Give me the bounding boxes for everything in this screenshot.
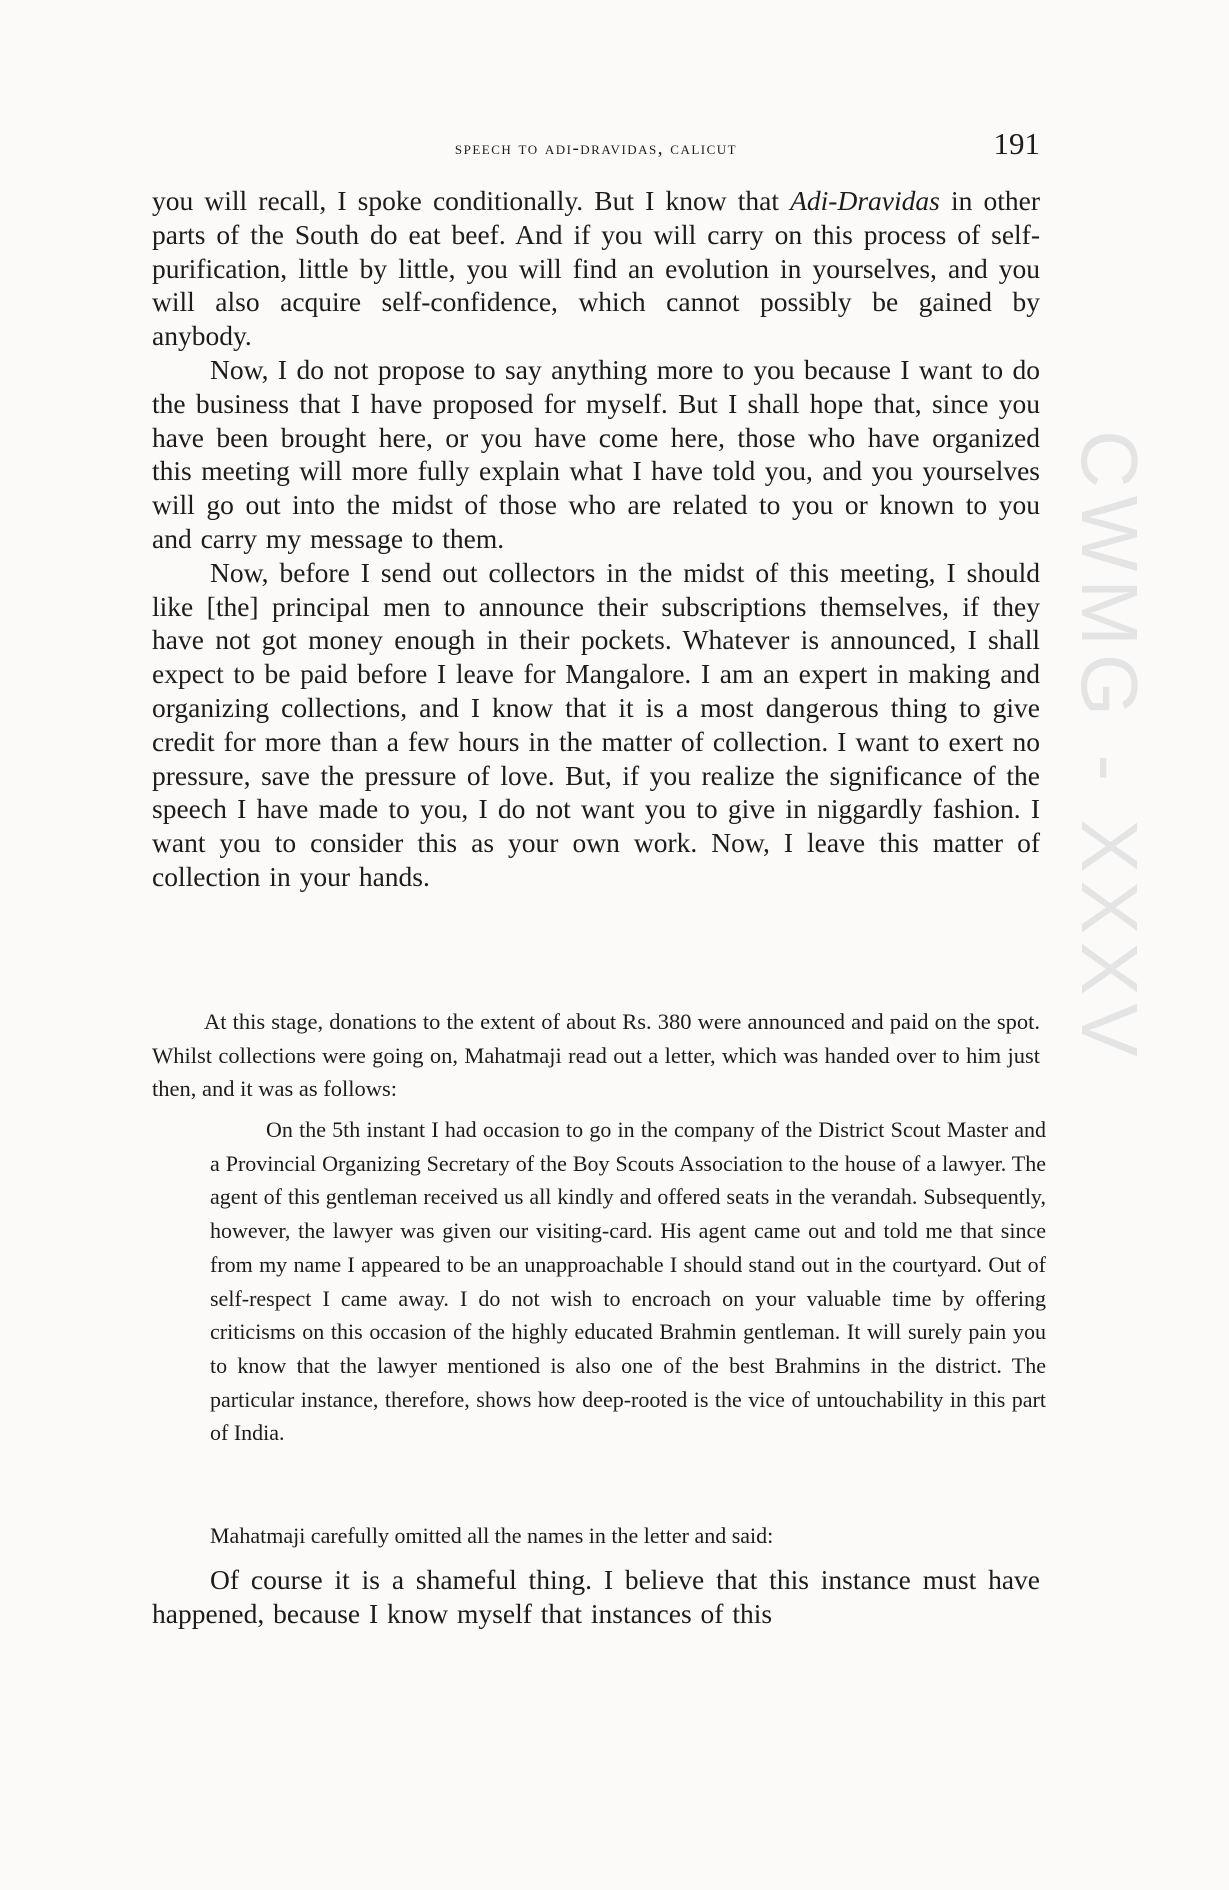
narration-1-block <box>152 1005 1040 1106</box>
running-head <box>152 126 1040 166</box>
narration-2-block <box>210 1519 1046 1553</box>
paragraph-1-end: in other parts of the South do eat beef. And if you will carry on this process of self-purification, little by little, you will find an evolution in yourselves, and you will also acquire self-confidence, which cannot possibly be gained by anybody. <box>152 185 1040 352</box>
paragraph-1-italic: Adi-Dravidas <box>790 185 940 216</box>
paragraph-1-start: you will recall, I spoke conditionally. But I know that <box>152 185 791 216</box>
quoted-letter <box>210 1113 1046 1450</box>
speech-body-top <box>152 184 1040 894</box>
narration-1: At this stage, donations to the extent of about Rs. 380 were announced and paid on the spot. Whilst collections were going on, Mahatmaji read out a letter, which was handed over to him just then, and it was as follows: <box>152 1009 1040 1102</box>
speech-body-bottom <box>152 1563 1040 1631</box>
paragraph-1 <box>152 184 1040 353</box>
watermark: CWMG - XXXV <box>1065 430 1154 1065</box>
letter-text: On the 5th instant I had occasion to go in the company of the District Scout Master and a Provincial Organizing Secretary of the Boy Scouts Association to the house of a lawyer. The agent of this gentleman received us all kindly and offered seats in the verandah. Subsequently, however, the lawyer was given our visiting-card. His agent came out and told me that since from my name I appeared to be an unapproachable I should stand out in the courtyard. Out of self-respect I came away. I do not wish to encroach on your valuable time by offering criticisms on this occasion of the highly educated Brahmin gentleman. It will surely pain you to know that the lawyer mentioned is also one of the best Brahmins in the district. The particular instance, therefore, shows how deep-rooted is the vice of untouchability in this part of India. <box>210 1117 1046 1446</box>
page-number: 191 <box>993 126 1040 161</box>
paragraph-4: Of course it is a shameful thing. I believe that this instance must have happened, because I know myself that instances of this <box>152 1564 1040 1629</box>
paragraph-3: Now, before I send out collectors in the midst of this meeting, I should like [the] principal men to announce their subscriptions themselves, if they have not got money enough in their pockets. Whatever is announced, I shall expect to be paid before I leave for Mangalore. I am an expert in making and organizing collections, and I know that it is a most dangerous thing to give credit for more than a few hours in the matter of collection. I want to exert no pressure, save the pressure of love. But, if you realize the significance of the speech I have made to you, I do not want you to give in niggardly fashion. I want you to consider this as your own work. Now, I leave this matter of collection in your hands. <box>152 556 1040 892</box>
running-title: speech to adi-dravidas, calicut <box>454 138 738 159</box>
paragraph-2: Now, I do not propose to say anything more to you because I want to do the business that I have proposed for myself. But I shall hope that, since you have been brought here, or you have come here, those who have organized this meeting will more fully explain what I have told you, and you yourselves will go out into the midst of those who are related to you or known to you and carry my message to them. <box>152 353 1040 554</box>
narration-2: Mahatmaji carefully omitted all the names in the letter and said: <box>210 1523 774 1548</box>
